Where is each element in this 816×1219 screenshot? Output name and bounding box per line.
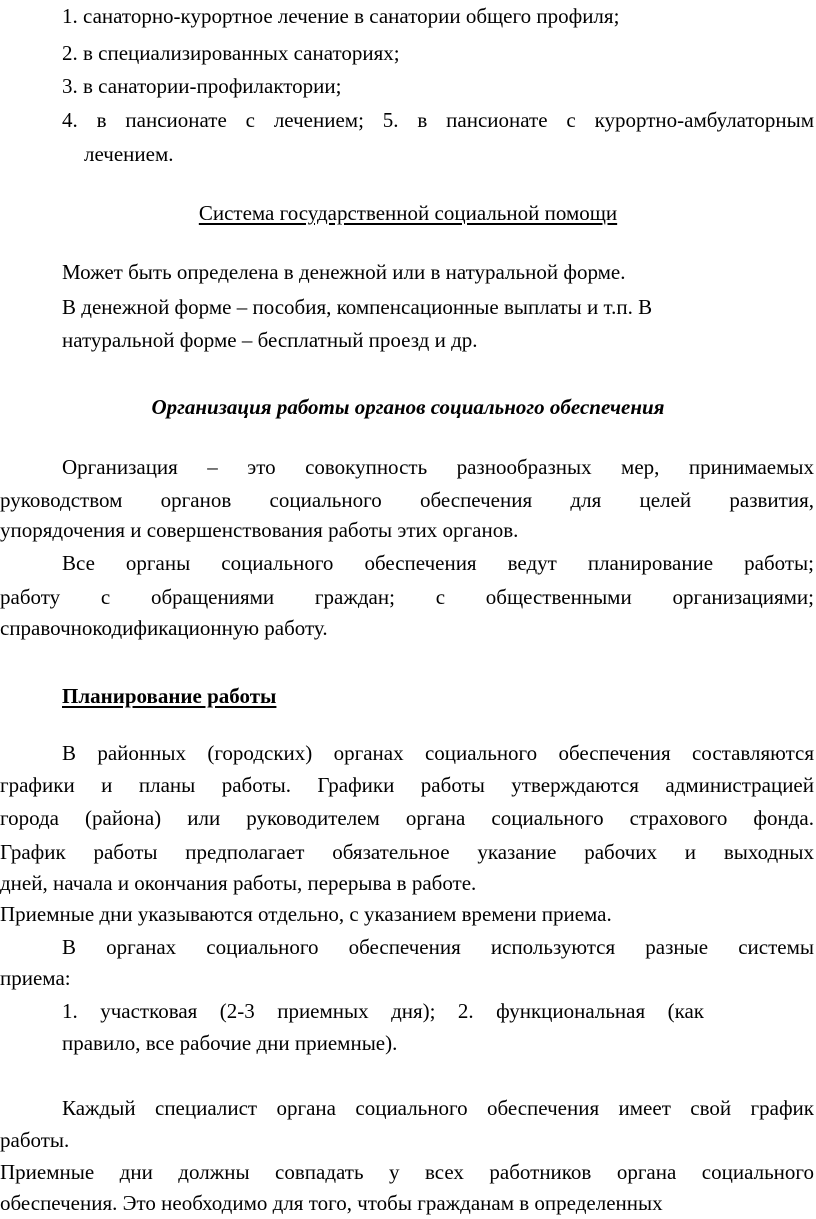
paragraph-line: справочнокодификационную работу. xyxy=(0,616,328,640)
list-item-continuation: правило, все рабочие дни приемные). xyxy=(62,1031,398,1055)
paragraph-line: Может быть определена в денежной или в натуральной форме. xyxy=(62,260,626,284)
paragraph-line: График работы предполагает обязательное указание рабочих и выходных xyxy=(0,840,814,864)
paragraph-line: города (района) или руководителем органа социального страхового фонда. xyxy=(0,806,814,830)
paragraph-line: Каждый специалист органа социального обеспечения имеет свой график xyxy=(62,1096,814,1120)
section-heading-planning xyxy=(62,682,276,710)
paragraph-line: В денежной форме – пособия, компенсационные выплаты и т.п. В xyxy=(62,295,653,319)
list-item: 1. участковая (2-3 приемных дня); 2. функциональная (как xyxy=(62,999,704,1023)
paragraph-line: руководством органов социального обеспечения для целей развития, xyxy=(0,488,814,512)
list-item: 3. в санатории-профилактории; xyxy=(62,74,342,98)
paragraph-line: графики и планы работы. Графики работы утверждаются администрацией xyxy=(0,773,814,797)
paragraph-line: натуральной форме – бесплатный проезд и др. xyxy=(62,328,478,352)
section-heading-text: Планирование работы xyxy=(62,684,277,708)
section-heading-text: Система государственной социальной помощи xyxy=(198,201,618,225)
paragraph-line: В районных (городских) органах социального обеспечения составляются xyxy=(62,741,814,765)
paragraph-line: Все органы социального обеспечения ведут планирование работы; xyxy=(62,551,814,575)
paragraph-line: дней, начала и окончания работы, перерыва в работе. xyxy=(0,871,477,895)
section-heading-assistance xyxy=(0,199,816,227)
paragraph-line: работу с обращениями граждан; с общественными организациями; xyxy=(0,585,814,609)
list-item: 1. санаторно-курортное лечение в санатории общего профиля; xyxy=(62,4,620,28)
paragraph-line: упорядочения и совершенствования работы этих органов. xyxy=(0,518,519,542)
paragraph-line: Приемные дни указываются отдельно, с указанием времени приема. xyxy=(0,902,612,926)
paragraph-line: приема: xyxy=(0,966,71,990)
section-heading-organization xyxy=(0,393,816,421)
list-item: 4. в пансионате с лечением; 5. в пансионате с курортно-амбулаторным xyxy=(62,108,814,132)
paragraph-line: Приемные дни должны совпадать у всех работников органа социального xyxy=(0,1160,814,1184)
paragraph-line: обеспечения. Это необходимо для того, чтобы гражданам в определенных xyxy=(0,1191,663,1215)
list-item-continuation: лечением. xyxy=(84,142,174,166)
paragraph-line: работы. xyxy=(0,1128,70,1152)
paragraph-line: Организация – это совокупность разнообразных мер, принимаемых xyxy=(62,455,814,479)
paragraph-line: В органах социального обеспечения используются разные системы xyxy=(62,935,814,959)
list-item: 2. в специализированных санаториях; xyxy=(62,41,400,65)
section-heading-text: Организация работы органов социального обеспечения xyxy=(151,395,665,419)
